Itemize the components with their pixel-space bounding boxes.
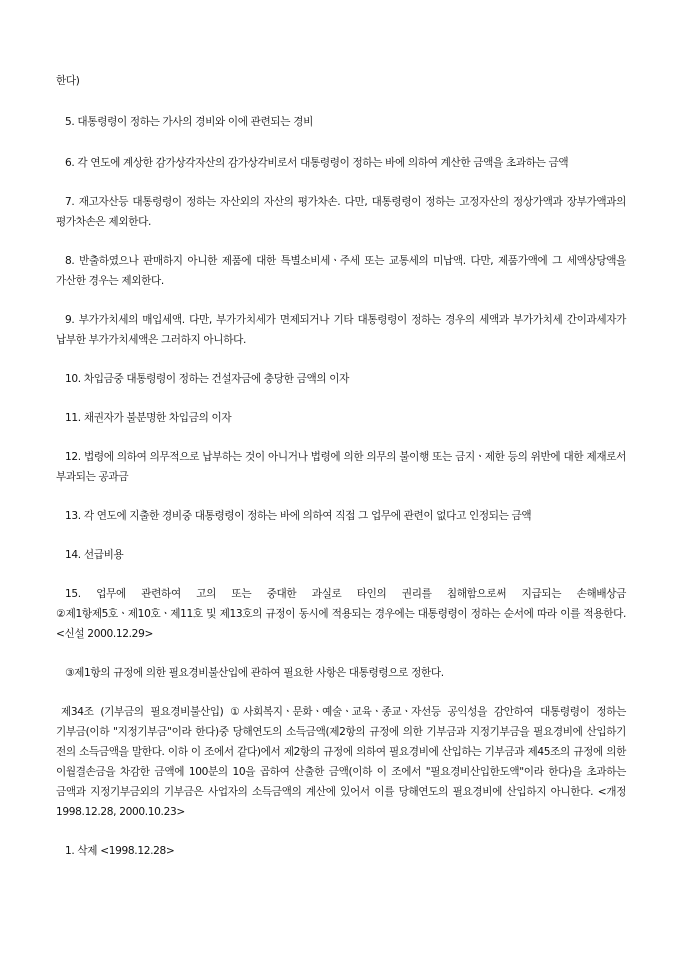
paragraph-item-1-deleted: 1. 삭제 <1998.12.28> [65,845,175,857]
paragraph-item-11: 11. 채권자가 불분명한 차입금의 이자 [65,412,232,424]
paragraph-continuation: 한다) [56,75,80,87]
paragraph-item-12: 12. 법령에 의하여 의무적으로 납부하는 것이 아니거나 법령에 의한 의무의 불이행 또는 금지ㆍ제한 등의 위반에 대한 제재로서 부과되는 공과금 [56,451,626,483]
document-page [56,71,626,861]
paragraph-article-34: 제34조 (기부금의 필요경비불산입) ①사회복지ㆍ문화ㆍ예술ㆍ교육ㆍ종교ㆍ자선등 공익성을 감안하여 대통령령이 정하는 기부금(이하 "지정기부금"이라 한다)중 당해연도의 소득금액(제2항의 규정에 의한 기부금과 지정기부금을 필요경비에 산입하기 전의 소득금액을 말한다. 이하 이 조에서 같다)에서 제2항의 규정에 의하여 필요경비에 산입하는 기부금과 제45조의 규정에 의한 이월결손금을 차감한 금액에 100분의 10을 곱하여 산출한 금액(이하 이 조에서 "필요경비산입한도액"이라 한다)을 초과하는 금액과 지정기부금외의 기부금은 사업자의 소득금액의 계산에 있어서 이를 당해연도의 필요경비에 산입하지 아니한다. <개정 1998.12.28, 2000.10.23> [56,706,626,818]
paragraph-item-8: 8. 반출하였으나 판매하지 아니한 제품에 대한 특별소비세ㆍ주세 또는 교통세의 미납액. 다만, 제품가액에 그 세액상당액을 가산한 경우는 제외한다. [56,255,626,287]
paragraph-item-15: 15. 업무에 관련하여 고의 또는 중대한 과실로 타인의 권리를 침해함으로써 지급되는 손해배상금 ②제1항제5호ㆍ제10호ㆍ제11호 및 제13호의 규정이 동시에 적용되는 경우에는 대통령령이 정하는 순서에 따라 이를 적용한다. <신설 2000.12.29> [56,588,626,640]
paragraph-item-5: 5. 대통령령이 정하는 가사의 경비와 이에 관련되는 경비 [65,116,313,128]
paragraph-item-6: 6. 각 연도에 계상한 감가상각자산의 감가상각비로서 대통령령이 정하는 바에 의하여 계산한 금액을 초과하는 금액 [65,157,569,169]
paragraph-item-13: 13. 각 연도에 지출한 경비중 대통령령이 정하는 바에 의하여 직접 그 업무에 관련이 없다고 인정되는 금액 [65,510,532,522]
paragraph-item-7: 7. 재고자산등 대통령령이 정하는 자산외의 자산의 평가차손. 다만, 대통령령이 정하는 고정자산의 정상가액과 장부가액과의 평가차손은 제외한다. [56,196,626,228]
paragraph-item-9: 9. 부가가치세의 매입세액. 다만, 부가가치세가 면제되거나 기타 대통령령이 정하는 경우의 세액과 부가가치세 간이과세자가 납부한 부가가치세액은 그러하지 아니하다. [56,314,626,346]
paragraph-item-14: 14. 선급비용 [65,549,124,561]
paragraph-clause-3: ③제1항의 규정에 의한 필요경비불산입에 관하여 필요한 사항은 대통령령으로 정한다. [65,667,444,679]
paragraph-item-10: 10. 차입금중 대통령령이 정하는 건설자금에 충당한 금액의 이자 [65,373,350,385]
